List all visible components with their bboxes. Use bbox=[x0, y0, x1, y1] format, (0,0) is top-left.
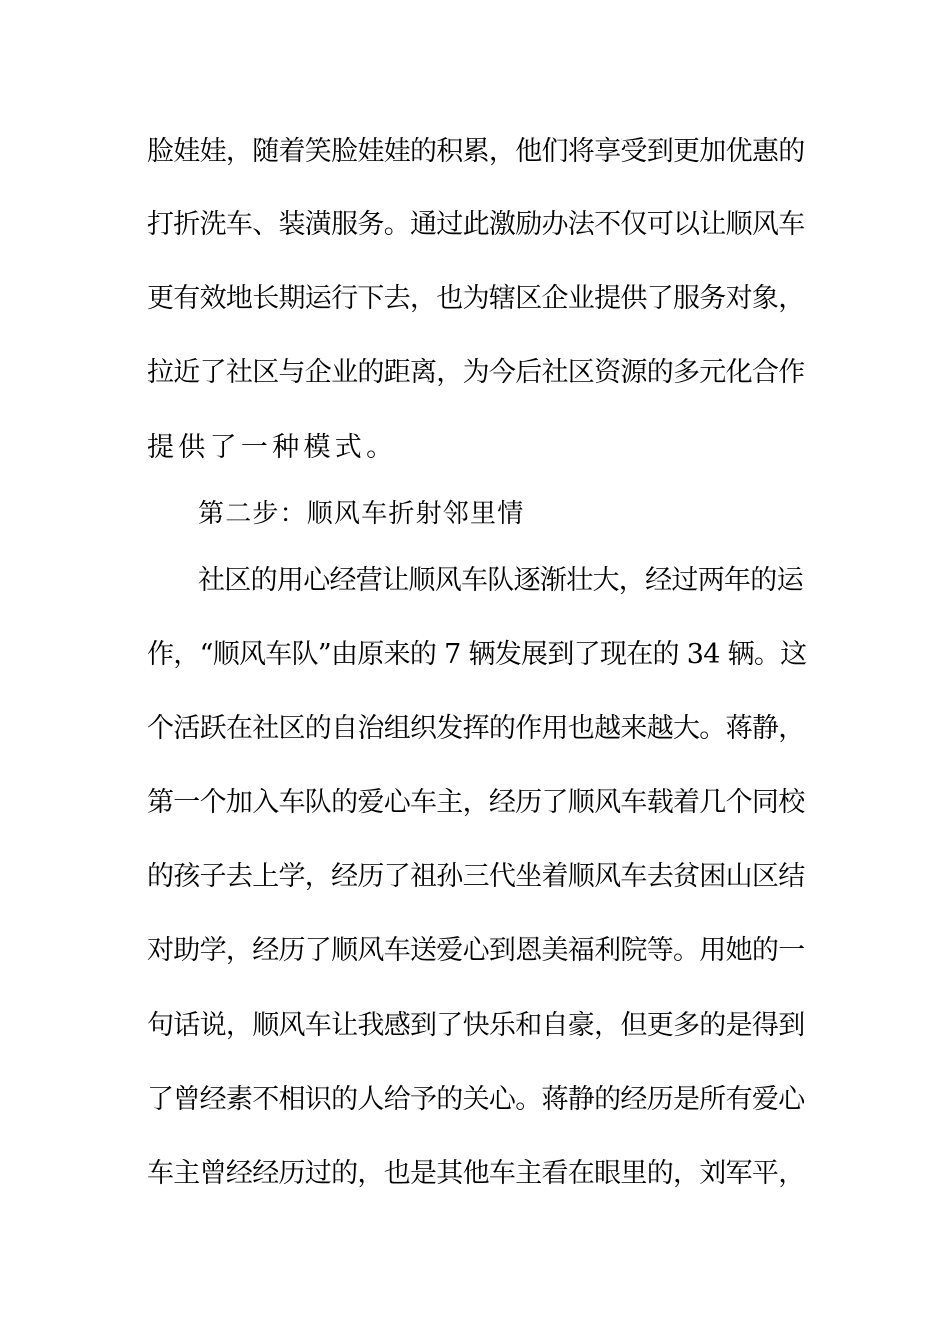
paragraph-line: 更有效地长期运行下去，也为辖区企业提供了服务对象， bbox=[147, 283, 805, 314]
paragraph-line: 的孩子去上学，经历了祖孙三代坐着顺风车去贫困山区结 bbox=[147, 861, 805, 892]
paragraph-line: 脸娃娃，随着笑脸娃娃的积累，他们将享受到更加优惠的 bbox=[147, 136, 805, 167]
paragraph-line: 第一个加入车队的爱心车主，经历了顺风车载着几个同校 bbox=[147, 787, 805, 818]
paragraph-line: 个活跃在社区的自治组织发挥的作用也越来越大。蒋静， bbox=[147, 713, 805, 744]
paragraph-line: 句话说，顺风车让我感到了快乐和自豪，但更多的是得到 bbox=[147, 1010, 805, 1041]
paragraph-line: 车主曾经经历过的，也是其他车主看在眼里的，刘军平， bbox=[147, 1158, 805, 1189]
paragraph-line: 打折洗车、装潢服务。通过此激励办法不仅可以让顺风车 bbox=[147, 209, 805, 240]
paragraph-line: 拉近了社区与企业的距离，为今后社区资源的多元化合作 bbox=[147, 357, 805, 388]
paragraph-line: 提供了一种模式。 bbox=[147, 432, 398, 463]
paragraph-line: 了曾经素不相识的人给予的关心。蒋静的经历是所有爱心 bbox=[147, 1084, 805, 1115]
section-heading: 第二步：顺风车折射邻里情 bbox=[198, 499, 525, 529]
paragraph-line: 对助学，经历了顺风车送爱心到恩美福利院等。用她的一 bbox=[147, 935, 805, 966]
paragraph-line: 社区的用心经营让顺风车队逐渐壮大，经过两年的运 bbox=[198, 565, 803, 596]
paragraph-line: 作，“顺风车队”由原来的 7 辆发展到了现在的 34 辆。这 bbox=[147, 639, 807, 670]
